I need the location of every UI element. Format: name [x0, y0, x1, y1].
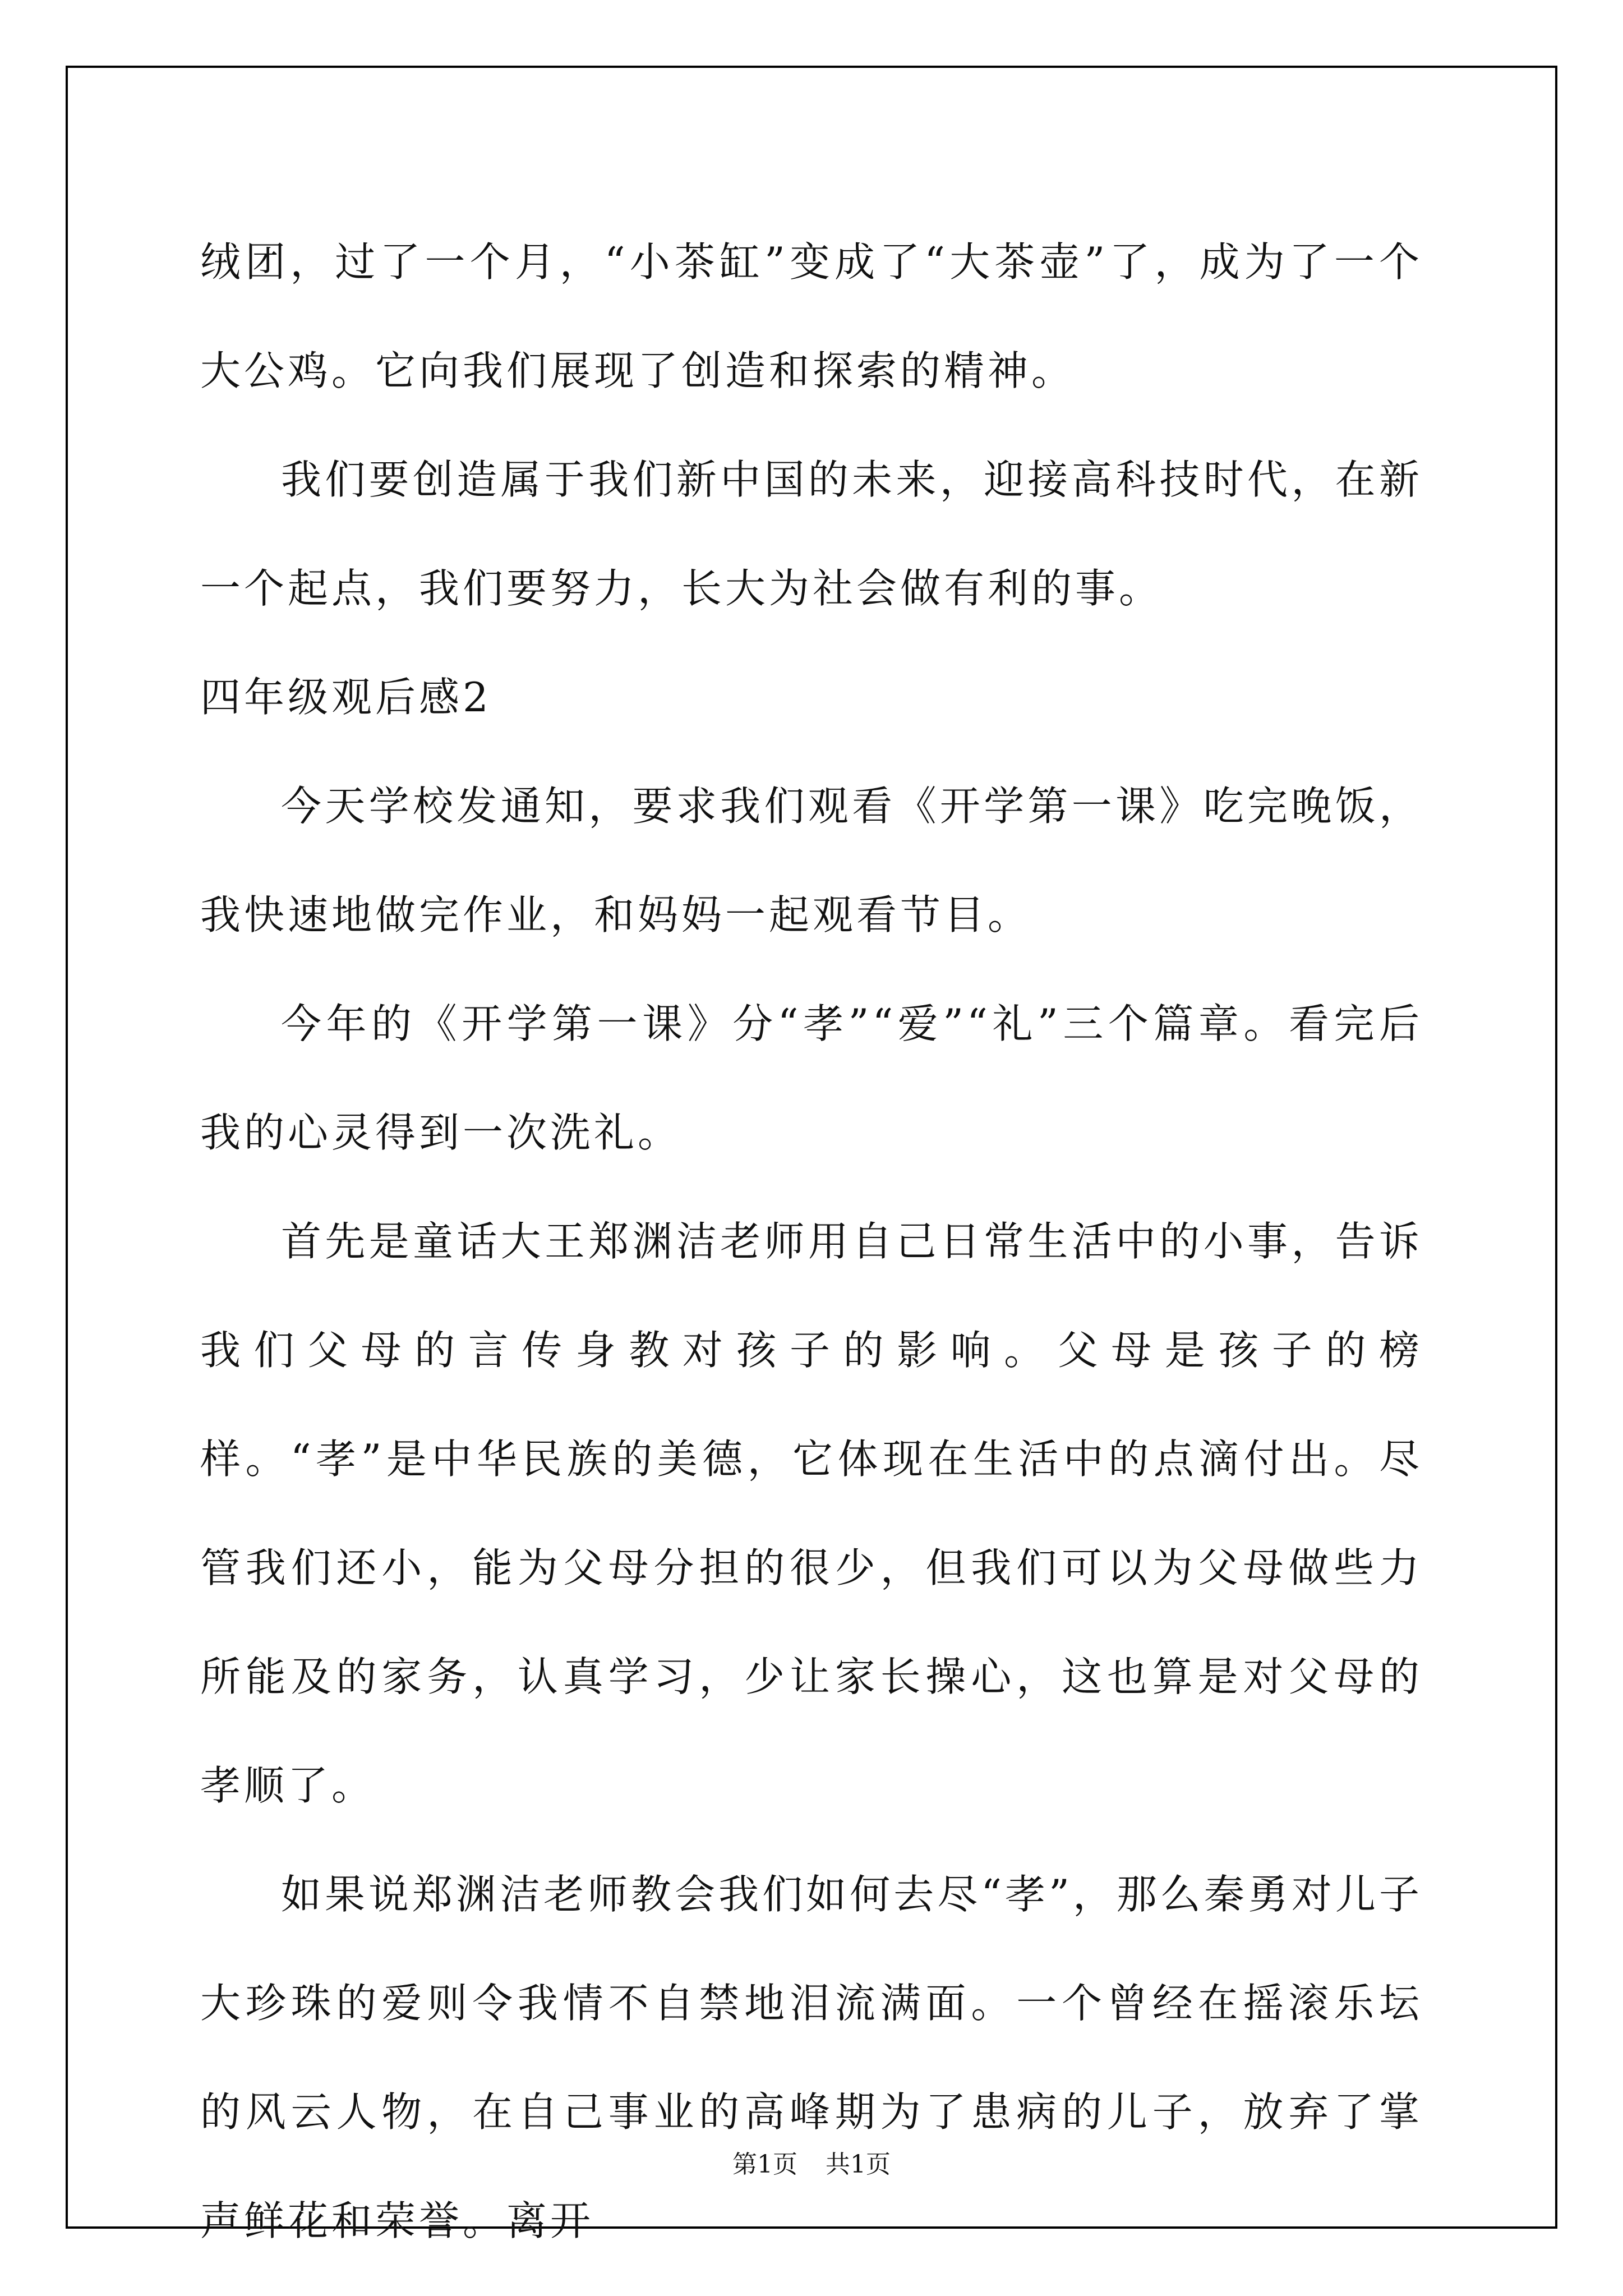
section-heading: 四年级观后感2 — [200, 674, 492, 721]
paragraph: 我们要创造属于我们新中国的未来，迎接高科技时代，在新一个起点，我们要努力，长大为社会做有利的事。 — [200, 456, 1423, 612]
paragraph: 如果说郑渊洁老师教会我们如何去尽“孝”，那么秦勇对儿子大珍珠的爱则令我情不自禁地泪流满面。一个曾经在摇滚乐坛的风云人物，在自己事业的高峰期为了患病的儿子，放弃了掌声鲜花和荣誉。离开 — [200, 1871, 1423, 2244]
paragraph: 今年的《开学第一课》分“孝”“爱”“礼”三个篇章。看完后我的心灵得到一次洗礼。 — [200, 1000, 1423, 1156]
page-number-total: 共1页 — [826, 2150, 891, 2179]
paragraph: 首先是童话大王郑渊洁老师用自己日常生活中的小事，告诉我们父母的言传身教对孩子的影响。父母是孩子的榜样。“孝”是中华民族的美德，它体现在生活中的点滴付出。尽管我们还小，能为父母分担的很少，但我们可以为父母做些力所能及的家务，认真学习，少让家长操心，这也算是对父母的孝顺了。 — [200, 1218, 1423, 1809]
page-footer — [0, 2144, 1623, 2180]
paragraph: 绒团，过了一个月，“小茶缸”变成了“大茶壶”了，成为了一个大公鸡。它向我们展现了创造和探索的精神。 — [200, 238, 1423, 394]
document-body — [200, 208, 1423, 2275]
page-number-current: 第1页 — [732, 2150, 797, 2179]
paragraph: 今天学校发通知，要求我们观看《开学第一课》吃完晚饭，我快速地做完作业，和妈妈一起观看节目。 — [200, 783, 1423, 938]
